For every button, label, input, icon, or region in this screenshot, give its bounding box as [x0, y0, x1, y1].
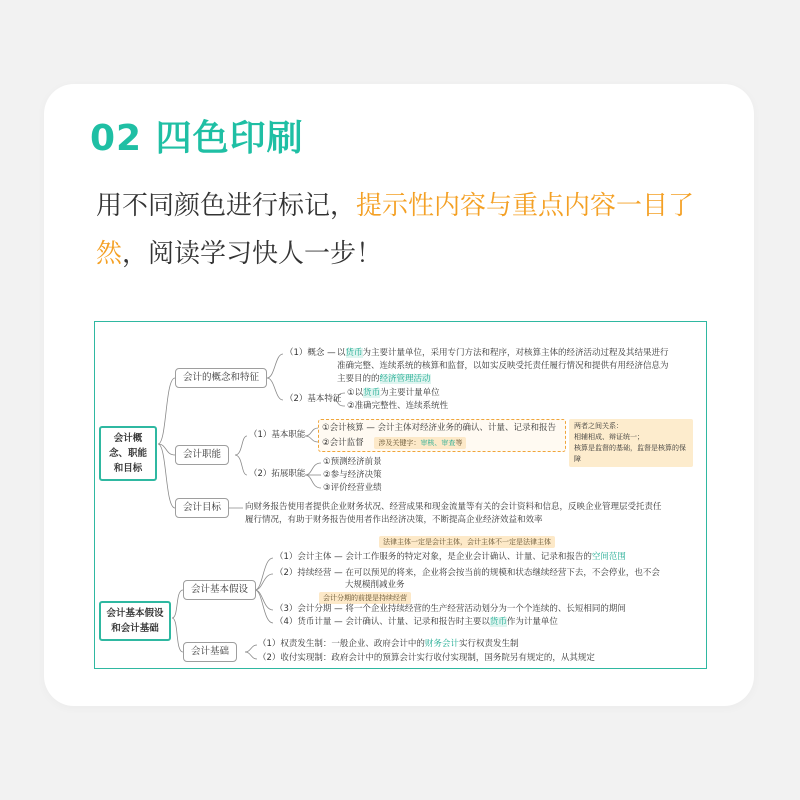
subtitle-highlight: 提示性内容与重点内容一目了然: [96, 191, 695, 269]
feature-item-1: ①以货币为主要计量单位: [347, 388, 440, 398]
ext-function-3: ③评价经营业绩: [323, 483, 382, 493]
basic-functions-label: （1）基本职能: [249, 430, 306, 440]
mind-map-image: [94, 321, 707, 669]
root-node-concepts: 会计概念、职能和目标: [99, 426, 157, 481]
branch-accounting-objective: 会计目标: [175, 498, 229, 518]
basic-features-label: （2）基本特征: [285, 394, 342, 404]
accounting-period-item: （3）会计分期 — 将一个企业持续经营的生产经营活动划分为一个个连续的、长短相同的期间: [275, 604, 626, 614]
extended-functions-label: （2）拓展职能: [249, 469, 306, 479]
branch-accounting-concept: 会计的概念和特征: [175, 368, 267, 388]
going-concern-continued: 大规模削减业务: [345, 580, 405, 590]
subtitle-text-1: 用不同颜色进行标记，: [96, 191, 357, 221]
period-premise-tag: 会计分期的前提是持续经营: [319, 592, 411, 604]
branch-accounting-basis: 会计基础: [183, 642, 237, 662]
monetary-measure-item: （4）货币计量 — 会计确认、计量、记录和报告时主要以货币作为计量单位: [275, 617, 558, 627]
root-node-assumptions: 会计基本假设和会计基础: [99, 601, 171, 641]
feature-item-2: ②准确完整性、连续系统性: [347, 401, 449, 411]
branch-basic-assumptions: 会计基本假设: [183, 580, 256, 600]
ext-function-1: ①预测经济前景: [323, 457, 382, 467]
basic-functions-box: ①会计核算 — 会计主体对经济业务的确认、计量、记录和报告 ②会计监督 涉及关键字：审核、审查等: [318, 419, 566, 452]
cash-basis-item: （2）收付实现制：政府会计中的预算会计实行收付实现制，国务院另有规定的，从其规定: [258, 653, 595, 663]
going-concern-item: （2）持续经营 — 在可以预见的将来，企业将会按当前的规模和状态继续经营下去，不会停业，也不会: [275, 568, 660, 578]
legal-entity-tag: 法律主体一定是会计主体，会计主体不一定是法律主体: [379, 536, 555, 548]
page-heading: 02 四色印刷: [90, 118, 304, 159]
accrual-basis-item: （1）权责发生制：一般企业、政府会计中的财务会计实行权责发生制: [258, 639, 519, 649]
accounting-entity-item: （1）会计主体 — 会计工作服务的特定对象，是企业会计确认、计量、记录和报告的空间范围: [275, 552, 626, 562]
concept-definition: 以货币为主要计量单位，采用专门方法和程序，对核算主体的经济活动过程及其结果进行 准确完整、连续系统的核算和监督，以如实反映受托责任履行情况和提供有用经济信息为 主要目的的经济管理活动: [337, 348, 669, 384]
subtitle: [96, 182, 716, 278]
subtitle-text-2: ，阅读学习快人一步！: [122, 239, 383, 269]
relationship-note: 两者之间关系： 相辅相成、辩证统一； 核算是监督的基础，监督是核算的保障: [569, 419, 693, 467]
branch-accounting-functions: 会计职能: [175, 445, 229, 465]
keyword-tag: 涉及关键字：审核、审查等: [374, 437, 466, 449]
ext-function-2: ②参与经济决策: [323, 470, 382, 480]
objective-text: 向财务报告使用者提供企业财务状况、经营成果和现金流量等有关的会计资料和信息，反映企业管理层受托责任 履行情况，有助于财务报告使用者作出经济决策，不断提高企业经济效益和效率: [245, 502, 662, 525]
concept-label: （1）概念 —: [285, 348, 336, 358]
